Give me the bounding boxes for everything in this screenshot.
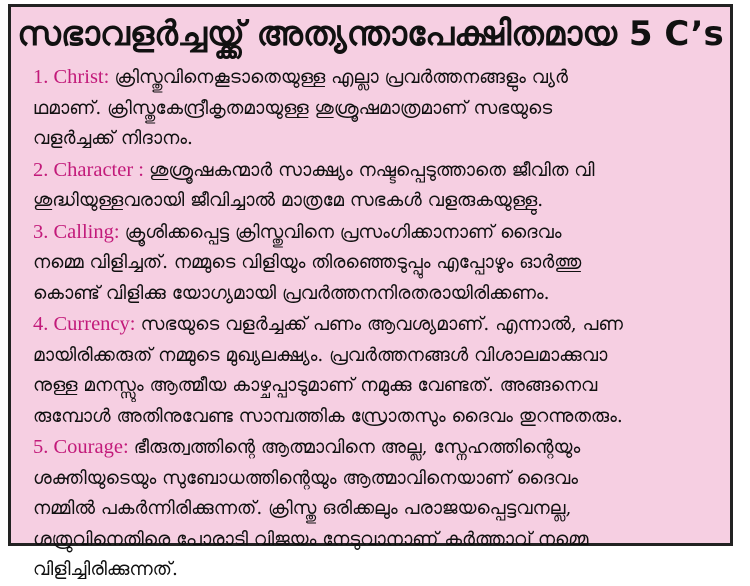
item-text-line: നുള്ള മനസ്സും ആത്മീയ കാഴ്ചപ്പാടുമാണ് നമുക്കു വേണ്ടത്. അങ്ങനെവ [33, 375, 598, 396]
item-text-line: ശുദ്ധിയുള്ളവരായി ജീവിച്ചാൽ മാത്രമേ സഭകൾ വളരുകയുള്ളു. [33, 190, 544, 211]
item-text-line: രുമ്പോൾ അതിനുവേണ്ട സാമ്പത്തിക സ്രോതസും ദൈവം തുറന്നുതരും. [33, 405, 623, 427]
article-box [8, 4, 733, 580]
item-label: 4. Currency: [33, 313, 141, 335]
item-label: 3. Calling: [33, 220, 125, 243]
item-text-line: കൊണ്ട് വിളിക്കു യോഗ്യമായി പ്രവർത്തനനിരതരായിരിക്കണം. [33, 282, 550, 304]
list-item-courage [33, 432, 716, 586]
list-item-currency [33, 309, 716, 432]
item-text-line: ഭീരുത്വത്തിന്റെ ആത്മാവിനെ അല്ല, സ്നേഹത്തിന്റെയും [133, 437, 581, 458]
item-text-line: നമ്മെ വിളിച്ചത്. നമ്മുടെ വിളിയും തിരഞ്ഞെടുപ്പും എപ്പോഴും ഓർത്തു [33, 252, 582, 273]
list-item-calling [33, 217, 716, 310]
item-label: 2. Character : [33, 158, 150, 181]
list-item-christ [33, 62, 716, 155]
item-text-line: സഭയുടെ വളർച്ചക്ക് പണം ആവശ്യമാണ്. എന്നാൽ, പണ [140, 314, 623, 335]
item-label: 5. Courage: [33, 436, 134, 458]
item-text-line: ശത്രുവിനെതിരെ പോരാടി വിജയം നേടുവാനാണ് കർത്താവ് നമ്മെ [33, 528, 589, 550]
item-text-line: വിളിച്ചിരിക്കുന്നത്. [33, 559, 178, 580]
item-text-line: ഥമാണ്. ക്രിസ്തുകേന്ദ്രീകൃതമായുള്ള ശുശ്രൂഷമാത്രമാണ് സഭയുടെ [33, 97, 553, 119]
item-text-line: മായിരിക്കരുത് നമ്മുടെ മുഖ്യലക്ഷ്യം. പ്രവർത്തനങ്ങൾ വിശാലമാക്കുവാ [33, 344, 608, 366]
item-text-line: ശക്തിയുടെയും സുബോധത്തിന്റെയും ആത്മാവിനെയാണ് ദൈവം [33, 467, 579, 489]
item-text-line: ശുശ്രൂഷകന്മാർ സാക്ഷ്യം നഷ്ടപ്പെടുത്താതെ ജീവിത വി [149, 159, 595, 181]
item-label: 1. Christ: [33, 66, 115, 88]
list-item-character [33, 155, 716, 217]
item-text-line: നമ്മിൽ പകർന്നിരിക്കുന്നത്. ക്രിസ്തു ഒരിക്കലും പരാജയപ്പെട്ടവനല്ല, [33, 498, 572, 519]
article-body [33, 62, 716, 586]
item-text-line: വളർച്ചക്ക് നിദാനം. [33, 128, 193, 149]
item-text-line: ക്രിസ്തുവിനെകൂടാതെയുള്ള എല്ലാ പ്രവർത്തനങ്ങളും വ്യർ [114, 67, 568, 88]
article-title: സഭാവളർച്ചയ്ക്ക് അത്യന്താപേക്ഷിതമായ 5 C’s [17, 14, 724, 54]
item-text-line: ക്രൂശിക്കപ്പെട്ട ക്രിസ്തുവിനെ പ്രസംഗിക്കാനാണ് ദൈവം [124, 221, 562, 243]
